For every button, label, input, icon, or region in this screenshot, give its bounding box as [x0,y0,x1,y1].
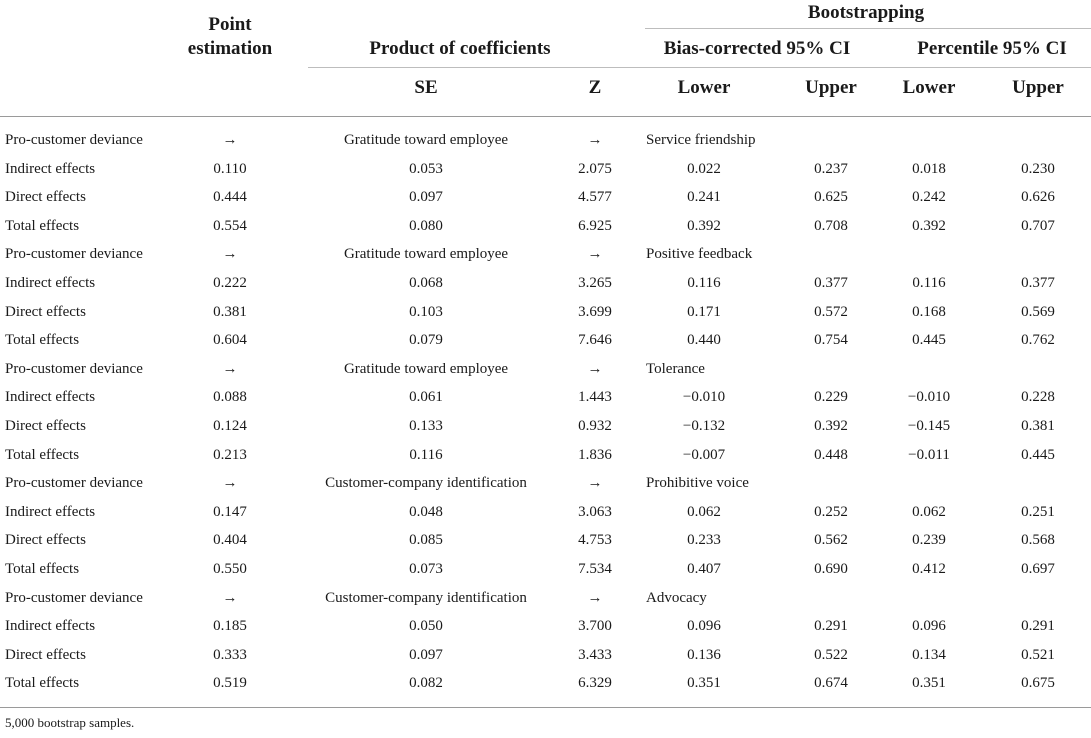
bc-upper: 0.562 [814,532,848,549]
arrow-icon: → [222,475,238,492]
point-estimate: 0.213 [213,446,247,463]
se-value: 0.116 [409,446,443,463]
table-row [0,612,1091,641]
arrow-icon: → [587,475,603,492]
se-value: 0.073 [409,560,443,577]
path-source: Pro-customer deviance [5,132,143,148]
z-value: 3.063 [578,503,612,520]
z-value: 3.700 [578,618,612,635]
point-estimate: 0.604 [213,332,247,349]
pc-upper: 0.230 [1021,160,1055,177]
pc-lower: 0.239 [912,532,946,549]
header-z: Z [588,77,602,98]
z-value: 2.075 [578,160,612,177]
pc-upper: 0.762 [1021,332,1055,349]
table-body [0,126,1091,698]
arrow-icon: → [587,132,603,148]
path-outcome: Positive feedback [646,246,753,263]
z-value: 3.265 [578,274,612,291]
pc-upper: 0.697 [1021,560,1055,577]
path-mediator: Customer-company identification [325,589,527,606]
arrow-icon: → [587,246,603,263]
se-value: 0.097 [409,189,443,206]
bc-upper: 0.690 [814,560,848,577]
row-label: Indirect effects [5,160,96,177]
pc-lower: 0.392 [912,217,946,234]
z-value: 6.329 [578,675,612,692]
bc-upper: 0.229 [814,389,848,406]
z-value: 3.433 [578,646,612,663]
bc-lower: −0.010 [682,389,726,406]
header-se: SE [414,77,438,98]
row-label: Total effects [5,332,80,349]
pc-upper: 0.445 [1021,446,1055,463]
row-label: Direct effects [5,532,86,549]
pc-upper: 0.707 [1021,217,1055,234]
header-bias-corrected-ci: Bias-corrected 95% CI [663,38,851,59]
path-outcome: Prohibitive voice [646,475,749,492]
bc-upper: 0.448 [814,446,848,463]
se-value: 0.085 [409,532,443,549]
pc-upper: 0.568 [1021,532,1055,549]
point-estimate: 0.222 [213,274,247,291]
path-source: Pro-customer deviance [5,589,143,606]
row-label: Total effects [5,675,80,692]
z-value: 4.753 [578,532,612,549]
path-outcome: Advocacy [646,589,707,606]
se-value: 0.103 [409,303,443,320]
header-bootstrapping: Bootstrapping [807,2,925,23]
header-percentile-ci: Percentile 95% CI [917,38,1067,59]
se-value: 0.079 [409,332,443,349]
point-estimate: 0.333 [213,646,247,663]
row-label: Total effects [5,446,80,463]
point-estimate: 0.185 [213,618,247,635]
point-estimate: 0.381 [213,303,247,320]
pc-lower: 0.096 [912,618,946,635]
bc-lower: 0.096 [687,618,721,635]
row-label: Indirect effects [5,274,96,291]
header-point-estimation-line2: estimation [187,38,273,59]
table-row [0,441,1091,470]
bc-upper: 0.522 [814,646,848,663]
pc-upper: 0.626 [1021,189,1055,206]
se-value: 0.053 [409,160,443,177]
se-value: 0.061 [409,389,443,406]
arrow-icon: → [587,360,603,377]
pc-upper: 0.291 [1021,618,1055,635]
bc-lower: 0.392 [687,217,721,234]
bc-upper: 0.291 [814,618,848,635]
pc-lower: 0.412 [912,560,946,577]
header-point-estimation-line1: Point [208,14,252,35]
header-bottom-rule [0,116,1091,117]
path-outcome: Service friendship [646,132,756,148]
pc-lower: 0.134 [912,646,946,663]
bc-lower: 0.136 [687,646,721,663]
point-estimate: 0.404 [213,532,247,549]
table-row [0,498,1091,527]
bc-lower: 0.241 [687,189,721,206]
row-label: Direct effects [5,189,86,206]
arrow-icon: → [587,589,603,606]
pc-upper: 0.251 [1021,503,1055,520]
path-source: Pro-customer deviance [5,360,143,377]
z-value: 1.836 [578,446,612,463]
bc-upper: 0.754 [814,332,848,349]
z-value: 0.932 [578,417,612,434]
row-label: Indirect effects [5,618,96,635]
arrow-icon: → [222,589,238,606]
path-row [0,126,1091,155]
bc-lower: 0.116 [687,274,721,291]
pc-upper: 0.675 [1021,675,1055,692]
point-estimate: 0.088 [213,389,247,406]
table-row [0,326,1091,355]
point-estimate: 0.124 [213,417,247,434]
z-value: 6.925 [578,217,612,234]
pc-lower: 0.168 [912,303,946,320]
path-outcome: Tolerance [646,360,705,377]
path-row [0,355,1091,384]
bc-lower: 0.351 [687,675,721,692]
point-estimate: 0.550 [213,560,247,577]
point-estimate: 0.444 [213,189,247,206]
bc-lower: −0.007 [682,446,726,463]
pc-upper: 0.377 [1021,274,1055,291]
path-row [0,469,1091,498]
bc-lower: 0.062 [687,503,721,520]
z-value: 7.534 [578,560,612,577]
z-value: 7.646 [578,332,612,349]
pc-lower: 0.242 [912,189,946,206]
pc-lower: 0.116 [912,274,946,291]
bc-upper: 0.572 [814,303,848,320]
footnote: 5,000 bootstrap samples. [5,715,135,730]
table-bottom-rule [0,707,1091,708]
pc-lower: −0.011 [908,446,950,463]
path-row [0,584,1091,613]
path-mediator: Customer-company identification [325,475,527,492]
header-pc-upper: Upper [1012,77,1064,98]
header-pc-lower: Lower [902,77,956,98]
path-mediator: Gratitude toward employee [343,132,509,148]
bc-lower: 0.440 [687,332,721,349]
bc-lower: 0.171 [687,303,721,320]
table-row [0,669,1091,698]
header-product-of-coefficients: Product of coefficients [369,38,551,59]
bc-upper: 0.708 [814,217,848,234]
pc-upper: 0.569 [1021,303,1055,320]
pc-lower: 0.445 [912,332,946,349]
table-row [0,183,1091,212]
bc-lower: 0.407 [687,560,721,577]
pc-lower: 0.062 [912,503,946,520]
pc-upper: 0.228 [1021,389,1055,406]
se-value: 0.080 [409,217,443,234]
row-label: Indirect effects [5,389,96,406]
bc-lower: −0.132 [682,417,726,434]
table-row [0,641,1091,670]
z-value: 3.699 [578,303,612,320]
z-value: 4.577 [578,189,612,206]
arrow-icon: → [222,132,238,148]
table-row [0,555,1091,584]
table-row [0,155,1091,184]
bc-upper: 0.252 [814,503,848,520]
bc-upper: 0.625 [814,189,848,206]
row-label: Total effects [5,217,80,234]
se-value: 0.048 [409,503,443,520]
path-row [0,240,1091,269]
pc-upper: 0.521 [1021,646,1055,663]
row-label: Indirect effects [5,503,96,520]
point-estimate: 0.147 [213,503,247,520]
se-value: 0.068 [409,274,443,291]
path-source: Pro-customer deviance [5,475,143,492]
pc-lower: −0.145 [907,417,951,434]
point-estimate: 0.519 [213,675,247,692]
bootstrapping-rule [645,28,1091,29]
arrow-icon: → [222,246,238,263]
path-source: Pro-customer deviance [5,246,143,263]
pc-lower: 0.018 [912,160,946,177]
pc-lower: 0.351 [912,675,946,692]
table-row [0,298,1091,327]
arrow-icon: → [222,360,238,377]
point-estimate: 0.554 [213,217,247,234]
bc-upper: 0.237 [814,160,848,177]
bc-lower: 0.233 [687,532,721,549]
bc-upper: 0.392 [814,417,848,434]
bc-upper: 0.674 [814,675,848,692]
path-mediator: Gratitude toward employee [343,360,509,377]
path-mediator: Gratitude toward employee [343,246,509,263]
se-value: 0.097 [409,646,443,663]
subheader-rule [308,67,1091,68]
row-label: Direct effects [5,417,86,434]
table-row [0,526,1091,555]
bc-upper: 0.377 [814,274,848,291]
header-bc-upper: Upper [805,77,857,98]
point-estimate: 0.110 [213,160,247,177]
pc-upper: 0.381 [1021,417,1055,434]
se-value: 0.082 [409,675,443,692]
header-bc-lower: Lower [677,77,731,98]
table-row [0,269,1091,298]
se-value: 0.133 [409,417,443,434]
row-label: Direct effects [5,646,86,663]
pc-lower: −0.010 [907,389,951,406]
row-label: Direct effects [5,303,86,320]
bc-lower: 0.022 [687,160,721,177]
row-label: Total effects [5,560,80,577]
table-row [0,383,1091,412]
table-row [0,412,1091,441]
se-value: 0.050 [409,618,443,635]
table-row [0,212,1091,241]
z-value: 1.443 [578,389,612,406]
